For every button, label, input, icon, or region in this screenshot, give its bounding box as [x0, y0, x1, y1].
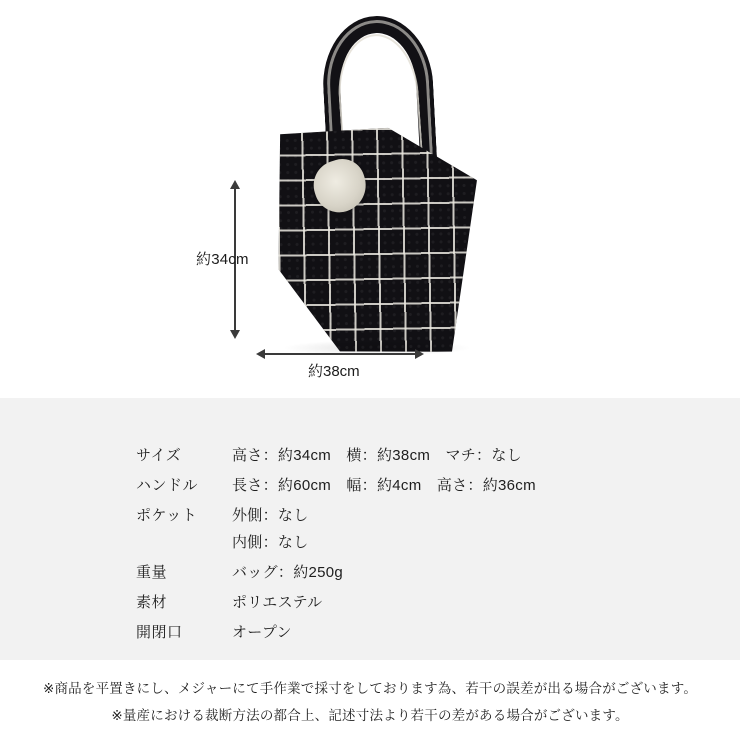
spec-label	[136, 534, 232, 564]
spec-label: 開閉口	[136, 623, 183, 641]
spec-label: 重量	[136, 564, 168, 581]
width-dimension-arrow	[264, 353, 416, 355]
spec-value: オープン	[232, 623, 292, 641]
spec-value: 長さ：約60cm 幅：約4cm 高さ：約36cm	[232, 476, 536, 494]
product-image-bag	[268, 10, 528, 360]
table-row	[136, 507, 536, 535]
table-row	[136, 477, 536, 507]
spec-label: 素材	[136, 593, 168, 611]
width-dimension-label: 約38cm	[308, 363, 360, 380]
table-row	[136, 534, 536, 564]
spec-label: サイズ	[136, 447, 182, 464]
spec-value: 外側：なし	[232, 506, 309, 524]
table-row	[136, 447, 536, 477]
spec-value: 内側：なし	[232, 534, 309, 552]
disclaimer-notes	[0, 660, 740, 740]
spec-label: ハンドル	[136, 476, 199, 494]
spec-value: バッグ：約250g	[232, 564, 344, 581]
table-row	[136, 594, 536, 624]
spec-value: ポリエステル	[232, 593, 323, 611]
height-dimension-label: 約34cm	[196, 251, 249, 268]
specification-panel	[0, 398, 740, 660]
specification-table	[136, 447, 536, 653]
disclaimer-line-1: ※商品を平置きにし、メジャーにて手作業で採寸をしております為、若干の誤差が出る場合がございます。	[42, 681, 698, 696]
spec-label: ポケット	[136, 506, 198, 524]
bag-body	[276, 126, 480, 354]
spec-value: 高さ：約34cm 横：約38cm マチ：なし	[232, 447, 522, 464]
table-row	[136, 624, 536, 654]
disclaimer-line-2: ※量産における裁断方法の都合上、記述寸法より若干の差がある場合がございます。	[111, 707, 629, 723]
table-row	[136, 564, 536, 594]
